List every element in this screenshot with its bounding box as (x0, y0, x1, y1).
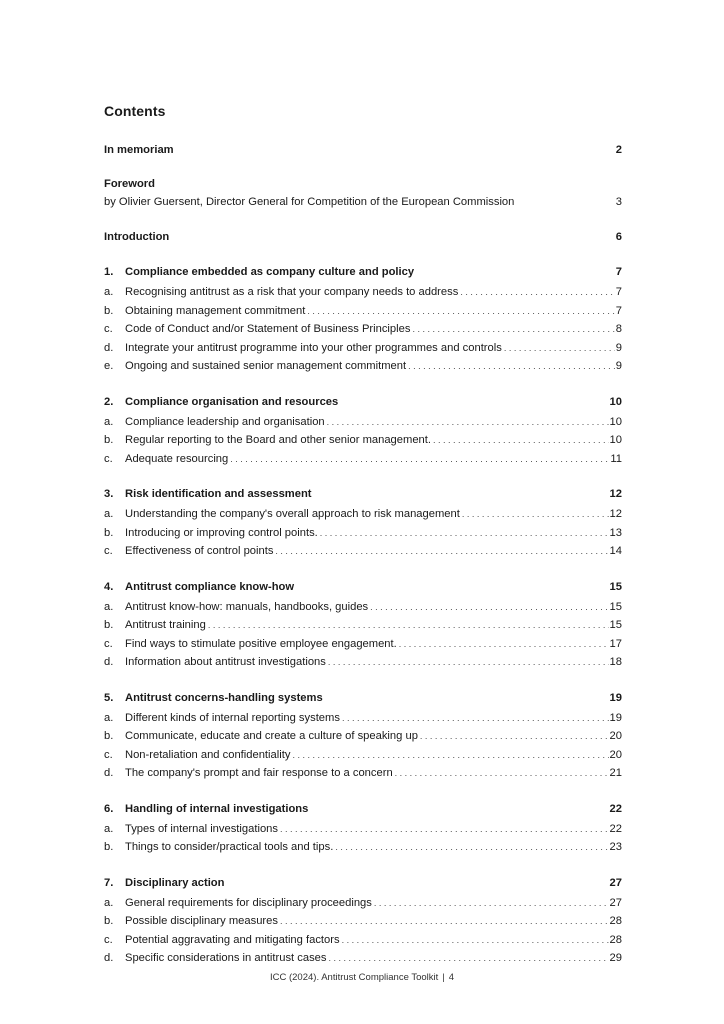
entry-page: 6 (615, 231, 622, 243)
dot-leader (460, 283, 614, 302)
dot-leader (275, 542, 608, 561)
toc-sub-item[interactable] (104, 357, 622, 376)
dot-leader (328, 653, 609, 672)
section-title: Disciplinary action (125, 876, 225, 889)
toc-sub-item[interactable] (104, 320, 622, 339)
toc-entry-memoriam[interactable] (104, 141, 622, 159)
toc-sub-list (104, 709, 622, 783)
toc-sub-item[interactable] (104, 746, 622, 765)
section-title: Antitrust compliance know-how (125, 580, 295, 593)
toc-sub-item[interactable] (104, 339, 622, 358)
item-title: Non-retaliation and confidentiality (125, 748, 291, 761)
dot-leader (408, 357, 615, 376)
section-page: 12 (609, 488, 622, 500)
section-number: 7. (104, 876, 114, 889)
item-page: 28 (609, 933, 622, 946)
toc-section-heading[interactable] (104, 874, 622, 892)
item-letter: b. (104, 841, 114, 853)
item-page: 15 (609, 600, 622, 613)
item-letter: c. (104, 452, 113, 465)
section-number: 1. (104, 266, 114, 278)
item-title: Effectiveness of control points (125, 545, 274, 557)
item-letter: c. (104, 933, 113, 946)
toc-sub-list (104, 894, 622, 968)
item-letter: b. (104, 434, 114, 446)
item-title: The company's prompt and fair response to a concern (125, 767, 393, 779)
toc-sub-item[interactable] (104, 450, 622, 469)
toc-sub-item[interactable] (104, 598, 622, 617)
toc-section-heading[interactable] (104, 689, 622, 707)
item-page: 17 (609, 637, 622, 650)
item-letter: b. (104, 526, 114, 539)
toc-sub-item[interactable] (104, 709, 622, 728)
toc-section (104, 485, 622, 561)
section-title: Compliance embedded as company culture and policy (125, 266, 415, 278)
item-letter: d. (104, 656, 114, 668)
item-letter: a. (104, 822, 114, 835)
item-title: Integrate your antitrust programme into your other programmes and controls (125, 341, 502, 354)
section-page: 22 (609, 802, 622, 815)
item-title: Compliance leadership and organisation (125, 415, 325, 428)
item-title: Possible disciplinary measures (125, 915, 278, 927)
item-letter: c. (104, 323, 113, 335)
entry-page: 3 (615, 196, 622, 208)
item-title: Introducing or improving control points. (125, 526, 318, 539)
toc-sub-item[interactable] (104, 727, 622, 746)
page-footer (0, 972, 724, 983)
toc-section (104, 874, 622, 968)
item-page: 28 (609, 915, 622, 927)
item-page: 14 (609, 545, 622, 557)
item-title: Obtaining management commitment (125, 304, 306, 317)
item-title: Types of internal investigations (125, 822, 278, 835)
item-title: Specific considerations in antitrust cases (125, 952, 327, 964)
toc-sub-item[interactable] (104, 949, 622, 968)
item-page: 8 (615, 323, 622, 335)
section-title: Handling of internal investigations (125, 802, 309, 815)
toc-section (104, 393, 622, 469)
toc-sub-item[interactable] (104, 931, 622, 950)
section-page: 19 (609, 691, 622, 704)
item-page: 19 (609, 711, 622, 724)
item-title: Antitrust know-how: manuals, handbooks, guides (125, 600, 369, 613)
item-letter: c. (104, 545, 113, 557)
toc-sub-list (104, 598, 622, 672)
item-letter: d. (104, 952, 114, 964)
item-page: 20 (609, 730, 622, 742)
item-letter: b. (104, 619, 114, 631)
item-letter: c. (104, 748, 113, 761)
item-page: 12 (609, 508, 622, 520)
item-page: 9 (615, 360, 622, 372)
item-page: 21 (609, 767, 622, 779)
section-number: 5. (104, 691, 114, 704)
section-title: Antitrust concerns-handling systems (125, 691, 323, 704)
entry-page: 2 (615, 144, 622, 156)
item-letter: a. (104, 286, 114, 298)
toc-sub-item[interactable] (104, 505, 622, 524)
toc-section-heading[interactable] (104, 263, 622, 281)
item-page: 27 (609, 896, 622, 909)
toc-sub-item[interactable] (104, 302, 622, 321)
item-page: 10 (609, 434, 622, 446)
item-letter: d. (104, 341, 114, 354)
toc-sub-list (104, 413, 622, 469)
toc-section (104, 689, 622, 783)
toc-sub-item[interactable] (104, 894, 622, 913)
toc-entry-foreword[interactable] (104, 176, 622, 211)
toc-sub-list (104, 820, 622, 857)
dot-leader (230, 450, 609, 469)
toc-sub-item[interactable] (104, 283, 622, 302)
dot-leader (342, 709, 609, 728)
toc-section (104, 800, 622, 857)
toc-sub-item[interactable] (104, 635, 622, 654)
dot-leader (462, 505, 609, 524)
item-title: Communicate, educate and create a culture of speaking up (125, 730, 418, 742)
section-page: 7 (615, 266, 622, 278)
dot-leader (320, 524, 609, 543)
item-page: 9 (615, 341, 622, 354)
section-title: Risk identification and assessment (125, 488, 312, 500)
section-number: 3. (104, 488, 114, 500)
section-title: Compliance organisation and resources (125, 395, 339, 408)
toc-section (104, 263, 622, 376)
item-page: 11 (610, 452, 622, 465)
item-letter: a. (104, 711, 114, 724)
dot-leader (395, 764, 609, 783)
item-page: 22 (609, 822, 622, 835)
item-letter: b. (104, 915, 114, 927)
dot-leader (280, 820, 609, 839)
dot-leader (208, 616, 609, 635)
dot-leader (374, 894, 609, 913)
footer-separator: | (442, 972, 445, 983)
toc-section-heading[interactable] (104, 800, 622, 818)
toc-sub-item[interactable] (104, 820, 622, 839)
toc-sub-item[interactable] (104, 431, 622, 450)
toc-sections (104, 263, 622, 968)
toc-sub-item[interactable] (104, 764, 622, 783)
entry-title: Foreword (104, 178, 155, 190)
item-page: 23 (609, 841, 622, 853)
section-page: 10 (609, 395, 622, 408)
dot-leader (399, 635, 609, 654)
item-title: Antitrust training (125, 619, 206, 631)
footer-page-number: 4 (448, 972, 455, 983)
item-letter: e. (104, 360, 114, 372)
item-letter: a. (104, 896, 114, 909)
item-title: Regular reporting to the Board and other senior management. (125, 434, 431, 446)
item-page: 13 (609, 526, 622, 539)
dot-leader (420, 727, 609, 746)
item-title: Understanding the company's overall approach to risk management (125, 508, 460, 520)
toc-section (104, 578, 622, 672)
toc-section-heading[interactable] (104, 578, 622, 596)
footer-text: ICC (2024). Antitrust Compliance Toolkit (269, 972, 439, 983)
item-letter: b. (104, 304, 114, 317)
item-title: General requirements for disciplinary proceedings (125, 896, 372, 909)
toc-entry-introduction[interactable] (104, 228, 622, 246)
item-page: 20 (609, 748, 622, 761)
entry-title: In memoriam (104, 144, 174, 156)
dot-leader (412, 320, 614, 339)
toc-sub-list (104, 505, 622, 561)
section-number: 2. (104, 395, 114, 408)
toc-sub-item[interactable] (104, 616, 622, 635)
item-letter: a. (104, 508, 114, 520)
item-page: 7 (615, 286, 622, 298)
item-letter: b. (104, 730, 114, 742)
section-number: 6. (104, 802, 114, 815)
toc-section-heading[interactable] (104, 393, 622, 411)
dot-leader (280, 912, 609, 931)
item-title: Recognising antitrust as a risk that your company needs to address (125, 286, 459, 298)
item-title: Code of Conduct and/or Statement of Business Principles (125, 323, 411, 335)
dot-leader (327, 413, 609, 432)
item-letter: c. (104, 637, 113, 650)
toc-sub-item[interactable] (104, 542, 622, 561)
dot-leader (328, 949, 608, 968)
item-title: Potential aggravating and mitigating factors (125, 933, 340, 946)
entry-title: Introduction (104, 231, 170, 243)
item-title: Different kinds of internal reporting systems (125, 711, 340, 724)
dot-leader (433, 431, 609, 450)
item-title: Ongoing and sustained senior management commitment (125, 360, 407, 372)
dot-leader (342, 931, 609, 950)
dot-leader (292, 746, 608, 765)
item-page: 7 (615, 304, 622, 317)
item-page: 29 (609, 952, 622, 964)
item-title: Adequate resourcing (125, 452, 229, 465)
page-title: Contents (104, 103, 166, 119)
toc-sub-list (104, 283, 622, 376)
toc-sub-item[interactable] (104, 838, 622, 857)
section-page: 27 (609, 876, 622, 889)
item-title: Things to consider/practical tools and tips. (125, 841, 334, 853)
item-title: Find ways to stimulate positive employee engagement. (125, 637, 397, 650)
item-title: Information about antitrust investigations (125, 656, 326, 668)
toc-sub-item[interactable] (104, 653, 622, 672)
item-page: 15 (609, 619, 622, 631)
entry-subtitle: by Olivier Guersent, Director General for Competition of the European Commission (104, 196, 515, 208)
dot-leader (370, 598, 608, 617)
section-number: 4. (104, 580, 114, 593)
item-page: 10 (609, 415, 622, 428)
dot-leader (335, 838, 608, 857)
toc-sub-item[interactable] (104, 912, 622, 931)
item-page: 18 (609, 656, 622, 668)
item-letter: d. (104, 767, 114, 779)
item-letter: a. (104, 415, 114, 428)
toc-section-heading[interactable] (104, 485, 622, 503)
dot-leader (307, 302, 614, 321)
toc-sub-item[interactable] (104, 524, 622, 543)
section-page: 15 (609, 580, 622, 593)
table-of-contents (104, 141, 622, 968)
item-letter: a. (104, 600, 114, 613)
toc-sub-item[interactable] (104, 413, 622, 432)
dot-leader (504, 339, 615, 358)
